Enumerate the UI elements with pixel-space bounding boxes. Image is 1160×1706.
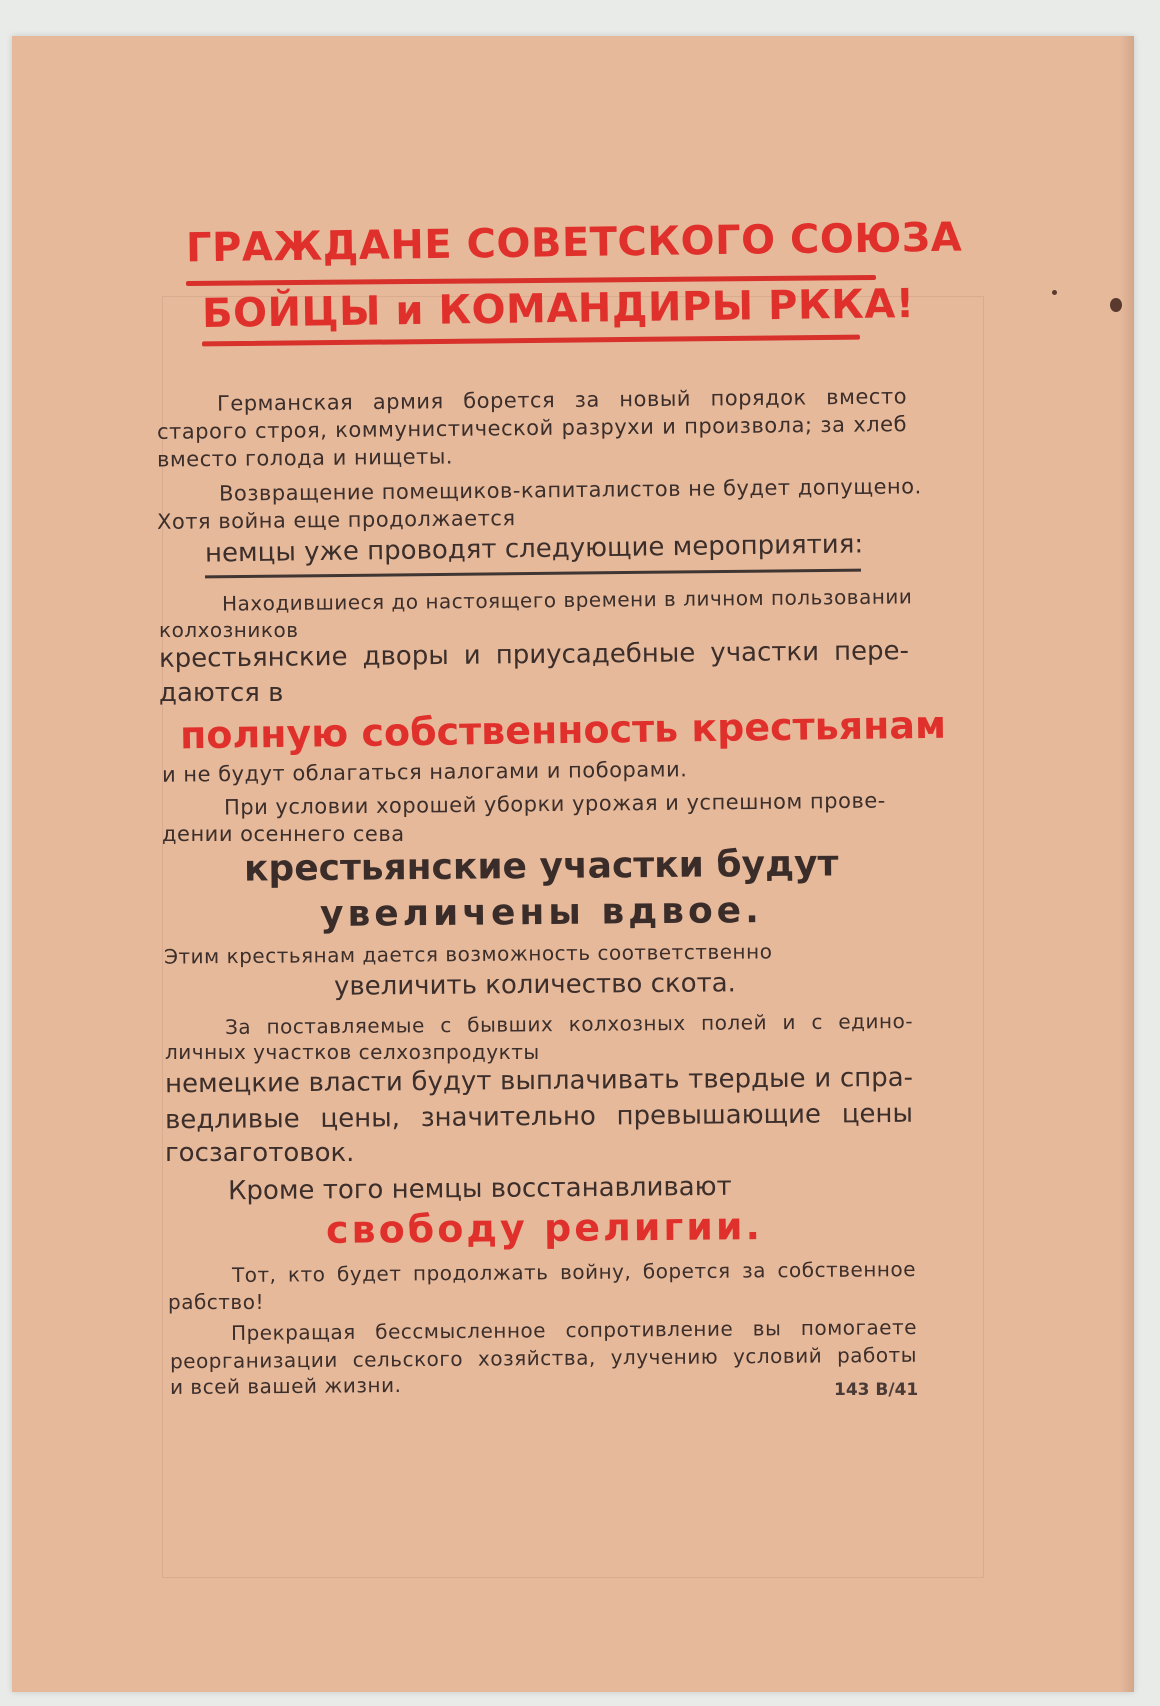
paragraph-line: Этим крестьянам дается возможность соответственно [163,939,773,969]
paragraph-line: дении осеннего сева [162,822,405,846]
paragraph-line: и не будут облагаться налогами и поборами. [161,757,688,787]
paragraph-line: личных участков селхозпродукты [165,1040,540,1064]
stain-mark [1110,298,1122,312]
paragraph-line: Кроме того немцы восстанавливают [227,1171,732,1207]
paragraph-line: старого строя, коммунистической разрухи и произвола; за хлеб [156,412,908,444]
paragraph-line: Тот, кто будет продолжать войну, борется за собственное [231,1257,917,1287]
paragraph-line: колхозников [159,618,299,642]
doubled-emphasis-line-1: крестьянские участки будут [243,843,839,890]
paragraph-line: Возвращение помещиков-капиталистов не будет допущено. [218,474,922,506]
paragraph-line: реорганизации сельского хозяйства, улучению условий работы [169,1342,918,1374]
paragraph-line: Германская армия борется за новый порядок вместо [216,384,908,416]
paragraph-line: рабство! [168,1290,264,1314]
page-edge-shadow [1120,36,1134,1692]
paragraph-line: госзаготовок. [165,1138,355,1168]
measures-heading: немцы уже проводят следующие мероприятия: [204,529,864,569]
paragraph-line: Находившиеся до настоящего времени в личном пользовании [221,584,913,616]
paragraph-line: вместо голода и нищеты. [156,444,454,472]
leaflet-sheet [12,36,1134,1692]
paragraph-line: увеличить количество скота. [333,968,737,1002]
paragraph-line: немецкие власти будут выплачивать твердые и спра- [164,1062,914,1100]
paragraph-line: Хотя война еще продолжается [156,506,516,534]
religion-emphasis: свободу религии. [325,1204,764,1252]
paragraph-line: За поставляемые с бывших колхозных полей и с едино- [224,1008,914,1040]
paragraph-line: крестьянские дворы и приусадебные участки пере- [158,636,910,674]
paragraph-line: Прекращая бессмысленное сопротивление вы помогаете [230,1315,918,1345]
stain-mark [1052,290,1057,295]
leaflet-code: 143 B/41 [834,1380,919,1400]
doubled-emphasis-line-2: увеличены вдвое. [319,890,763,935]
heading-line-1: ГРАЖДАНЕ СОВЕТСКОГО СОЮЗА [185,214,963,272]
paragraph-line: и всей вашей жизни. [169,1372,402,1400]
ownership-emphasis: полную собственность крестьянам [179,702,947,758]
heading-line-2: БОЙЦЫ и КОМАНДИРЫ РККА! [201,281,915,337]
paragraph-line: ведливые цены, значительно превышающие цены [164,1098,914,1136]
paragraph-line: даются в [159,678,284,708]
paragraph-line: При условии хорошей уборки урожая и успешном прове- [223,788,886,820]
